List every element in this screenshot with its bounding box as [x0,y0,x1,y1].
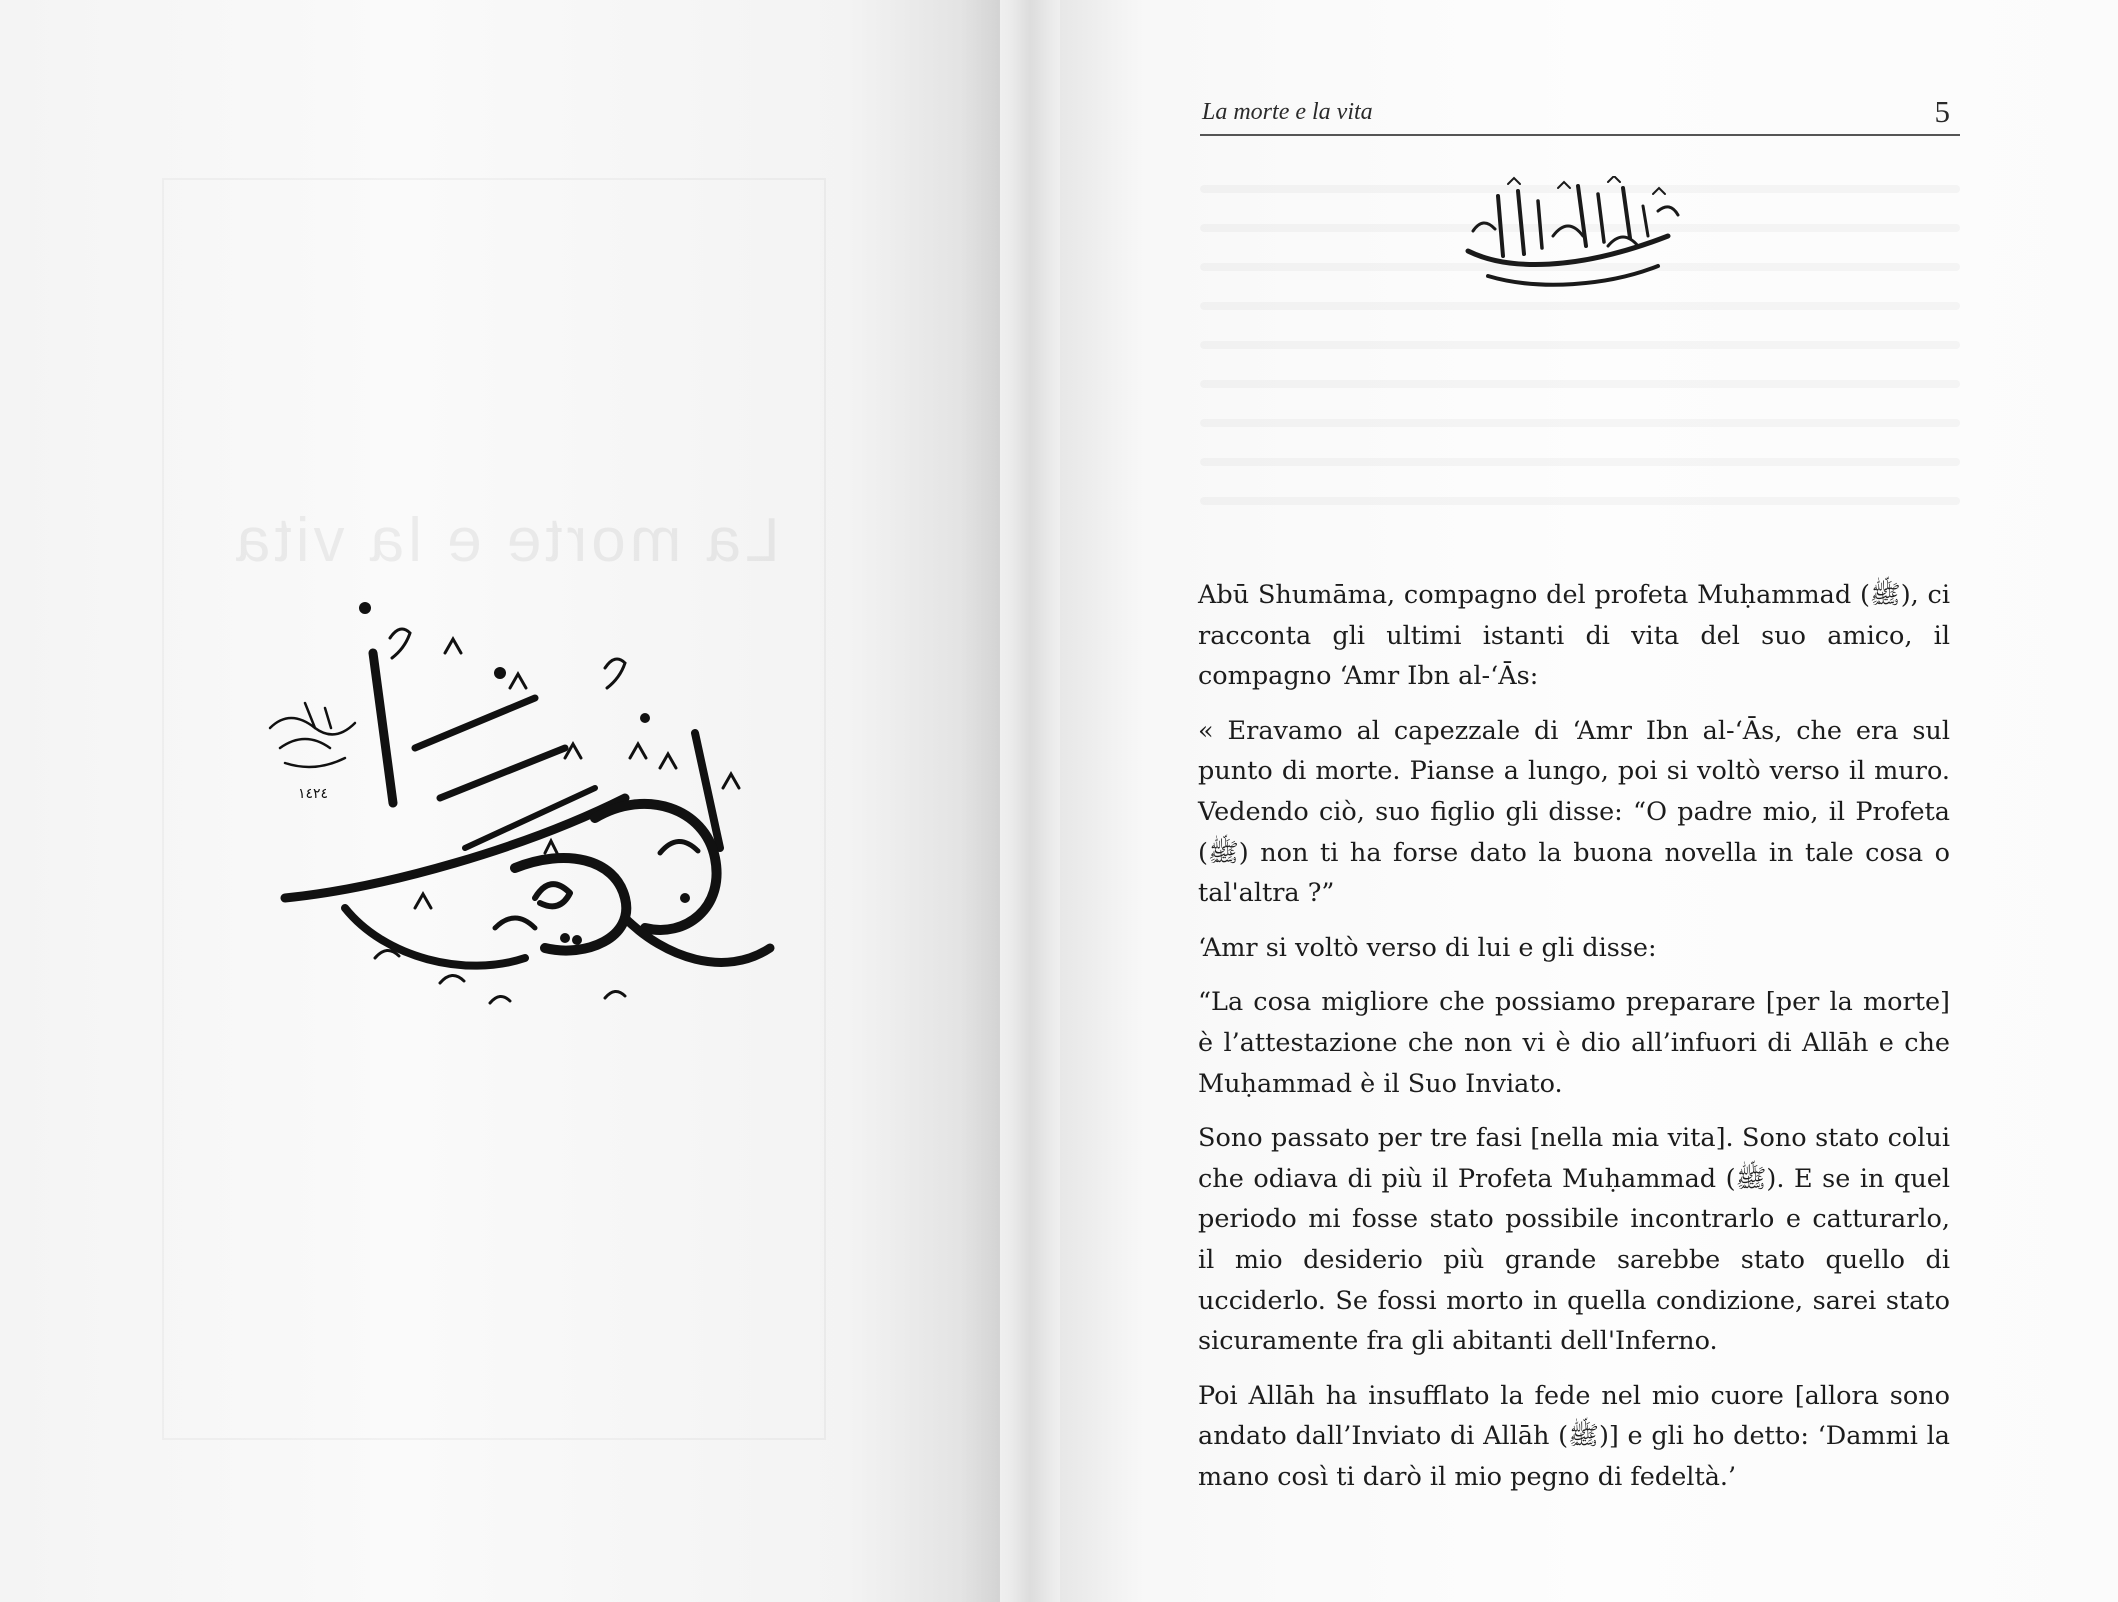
arabic-calligraphy [265,598,785,1018]
show-through-title: La morte e la vita [232,506,780,575]
basmala-calligraphy [1458,176,1684,296]
paragraph-attestation: “La cosa migliore che possiamo preparare [per la morte] è l’attestazione che non vi è dio all’infuori di Allāh e che Muḥammad è il Suo Inviato. [1198,987,1950,1099]
running-title: La morte e la vita [1202,99,1373,125]
running-header [1200,90,1960,136]
page-number: 5 [1934,94,1950,129]
paragraph-three-phases: Sono passato per tre fasi [nella mia vita]. Sono stato colui che odiava di più il Profeta Muḥammad (ﷺ). E se in quel periodo mi fosse stato possibile incontrarlo e catturarlo, il mio desiderio più grande sarebbe stato quello di ucciderlo. Se fossi morto in quella condizione, sarei stato sicuramente fra gli abitanti dell'Inferno. [1198,1123,1951,1357]
left-page [0,0,1000,1602]
basmala-artwork [1458,176,1684,296]
seal-year: ١٤٢٤ [297,786,329,802]
paragraph-amr-turned: ‘Amr si voltò verso di lui e gli disse: [1198,932,1657,963]
calligraphy-artwork [265,598,785,1018]
paragraph-faith: Poi Allāh ha insufflato la fede nel mio cuore [allora sono andato dall’Inviato di Allāh (ﷺ)] e gli ho detto: ‘Dammi la mano così ti darò il mio pegno di fedeltà.’ [1198,1380,1950,1492]
paragraph-quote-start: « Eravamo al capezzale di ‘Amr Ibn al-‘Ās, che era sul punto di morte. Pianse a lungo, poi si voltò verso il muro. Vedendo ciò, suo figlio gli disse: “O padre mio, il Profeta (ﷺ) non ti ha forse dato la buona novella in tale cosa o tal'altra ?” [1198,715,1950,909]
main-text [1198,575,1950,1511]
paragraph-intro: Abū Shumāma, compagno del profeta Muḥammad (ﷺ), ci racconta gli ultimi istanti di vita del suo amico, il compagno ‘Amr Ibn al-‘Ās: [1198,580,1950,692]
